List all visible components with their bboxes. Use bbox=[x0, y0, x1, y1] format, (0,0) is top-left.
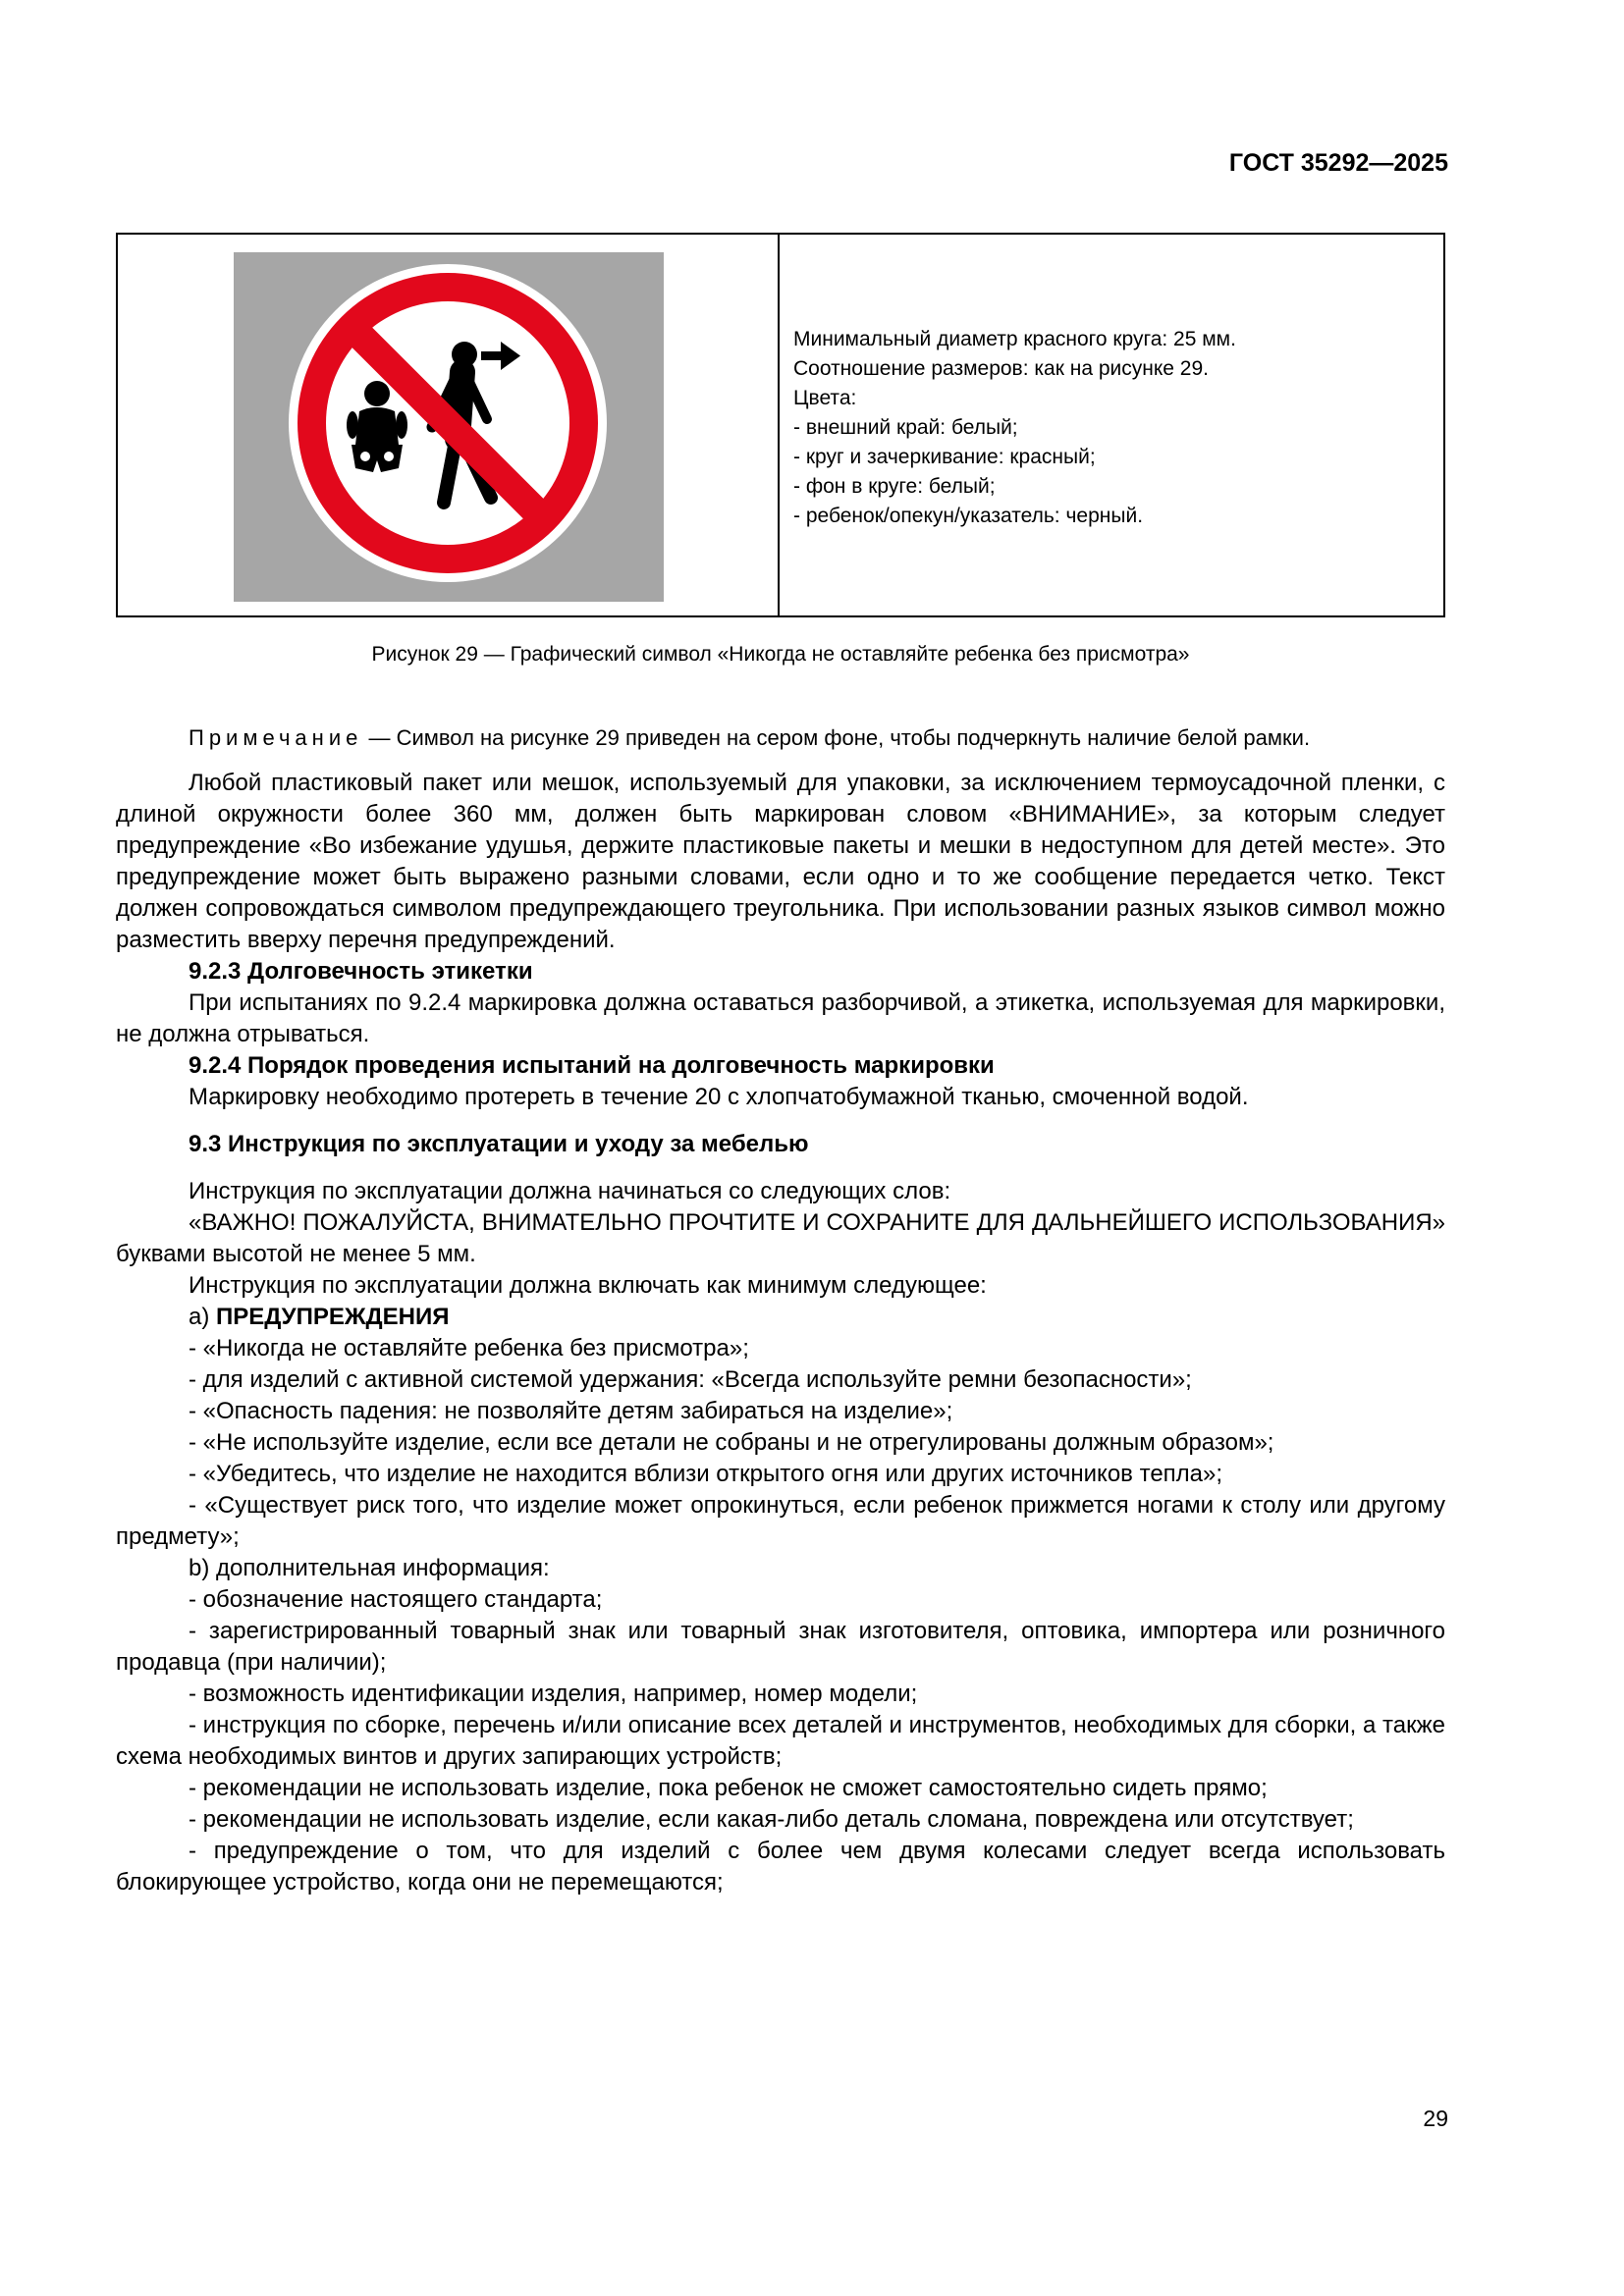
spec-color-item: - круг и зачеркивание: красный; bbox=[793, 446, 1096, 468]
paragraph-9-3-intro: Инструкция по эксплуатации должна начинаться со следующих слов: bbox=[189, 1178, 951, 1204]
list-item: - «Не используйте изделие, если все детали не собраны и не отрегулированы должным образом»; bbox=[189, 1429, 1274, 1456]
list-item: - обозначение настоящего стандарта; bbox=[189, 1586, 603, 1613]
spec-color-item: - фон в круге: белый; bbox=[793, 475, 996, 498]
list-a-title: ПРЕДУПРЕЖДЕНИЯ bbox=[216, 1304, 450, 1330]
list-item: - инструкция по сборке, перечень и/или описание всех деталей и инструментов, необходимых для сборки, а также схема необходимых винтов и других запирающих устройств; bbox=[116, 1712, 1445, 1770]
list-item: - «Никогда не оставляйте ребенка без присмотра»; bbox=[189, 1335, 749, 1362]
paragraph-9-3-include: Инструкция по эксплуатации должна включать как минимум следующее: bbox=[189, 1272, 987, 1299]
spec-color-item: - внешний край: белый; bbox=[793, 416, 1018, 439]
figure-table bbox=[116, 233, 1445, 617]
sign-specification bbox=[793, 325, 1236, 531]
list-item: - «Опасность падения: не позволяйте детям забираться на изделие»; bbox=[189, 1398, 953, 1424]
list-item: - рекомендации не использовать изделие, если какая-либо деталь сломана, повреждена или отсутствует; bbox=[189, 1806, 1354, 1833]
list-item: - «Существует риск того, что изделие может опрокинуться, если ребенок прижмется ногами к столу или другому предмету»; bbox=[116, 1492, 1445, 1550]
paragraph-9-2-3: При испытаниях по 9.2.4 маркировка должна оставаться разборчивой, а этикетка, используемая для маркировки, не должна отрываться. bbox=[116, 989, 1445, 1047]
list-item: - предупреждение о том, что для изделий с более чем двумя колесами следует всегда использовать блокирующее устройство, когда они не перемещаются; bbox=[116, 1838, 1445, 1896]
spec-color-item: - ребенок/опекун/указатель: черный. bbox=[793, 505, 1144, 527]
note-paragraph bbox=[116, 722, 1445, 754]
spec-min-diameter: Минимальный диаметр красного круга: 25 мм. bbox=[793, 328, 1236, 350]
note-text: — Символ на рисунке 29 приведен на сером фоне, чтобы подчеркнуть наличие белой рамки. bbox=[362, 725, 1311, 750]
list-item: - рекомендации не использовать изделие, пока ребенок не сможет самостоятельно сидеть прямо; bbox=[189, 1775, 1268, 1801]
list-a-heading bbox=[116, 1302, 1445, 1333]
section-heading-9-2-3: 9.2.3 Долговечность этикетки bbox=[189, 958, 533, 985]
page-number: 29 bbox=[1423, 2106, 1448, 2131]
paragraph-9-2-4: Маркировку необходимо протереть в течение 20 с хлопчатобумажной тканью, смоченной водой. bbox=[189, 1084, 1249, 1110]
section-heading-9-3: 9.3 Инструкция по эксплуатации и уходу за мебелью bbox=[189, 1131, 809, 1157]
list-item: - «Убедитесь, что изделие не находится вблизи открытого огня или других источников тепла»; bbox=[189, 1461, 1223, 1487]
list-item: - для изделий с активной системой удержания: «Всегда используйте ремни безопасности»; bbox=[189, 1366, 1192, 1393]
list-a-prefix: a) bbox=[189, 1304, 217, 1330]
figure-caption: Рисунок 29 — Графический символ «Никогда не оставляйте ребенка без присмотра» bbox=[371, 643, 1190, 666]
document-body bbox=[116, 722, 1445, 1898]
note-label: Примечание bbox=[189, 725, 363, 750]
figure-spec-cell bbox=[780, 235, 1443, 615]
figure-image-cell bbox=[118, 235, 780, 615]
document-header: ГОСТ 35292—2025 bbox=[1228, 149, 1448, 177]
spec-colors-title: Цвета: bbox=[793, 387, 857, 409]
list-item: - возможность идентификации изделия, например, номер модели; bbox=[189, 1681, 918, 1707]
prohibition-sign-image bbox=[234, 252, 664, 602]
list-item: - зарегистрированный товарный знак или товарный знак изготовителя, оптовика, импортера или розничного продавца (при наличии); bbox=[116, 1618, 1445, 1676]
paragraph-9-3-important: «ВАЖНО! ПОЖАЛУЙСТА, ВНИМАТЕЛЬНО ПРОЧТИТЕ И СОХРАНИТЕ ДЛЯ ДАЛЬНЕЙШЕГО ИСПОЛЬЗОВАНИЯ» буквами высотой не менее 5 мм. bbox=[116, 1209, 1445, 1267]
section-heading-9-2-4: 9.2.4 Порядок проведения испытаний на долговечность маркировки bbox=[189, 1052, 995, 1079]
packaging-paragraph: Любой пластиковый пакет или мешок, используемый для упаковки, за исключением термоусадочной пленки, с длиной окружности более 360 мм, должен быть маркирован словом «ВНИМАНИЕ», за которым следует предупреждение «Во избежание удушья, держите пластиковые пакеты и мешки в недоступном для детей месте». Это предупреждение может быть выражено разными словами, если одно и то же сообщение передается четко. Текст должен сопровождаться символом предупреждающего треугольника. При использовании разных языков символ можно разместить вверху перечня предупреждений. bbox=[116, 770, 1445, 953]
spec-proportions: Соотношение размеров: как на рисунке 29. bbox=[793, 357, 1209, 380]
list-b-heading: b) дополнительная информация: bbox=[189, 1555, 550, 1581]
